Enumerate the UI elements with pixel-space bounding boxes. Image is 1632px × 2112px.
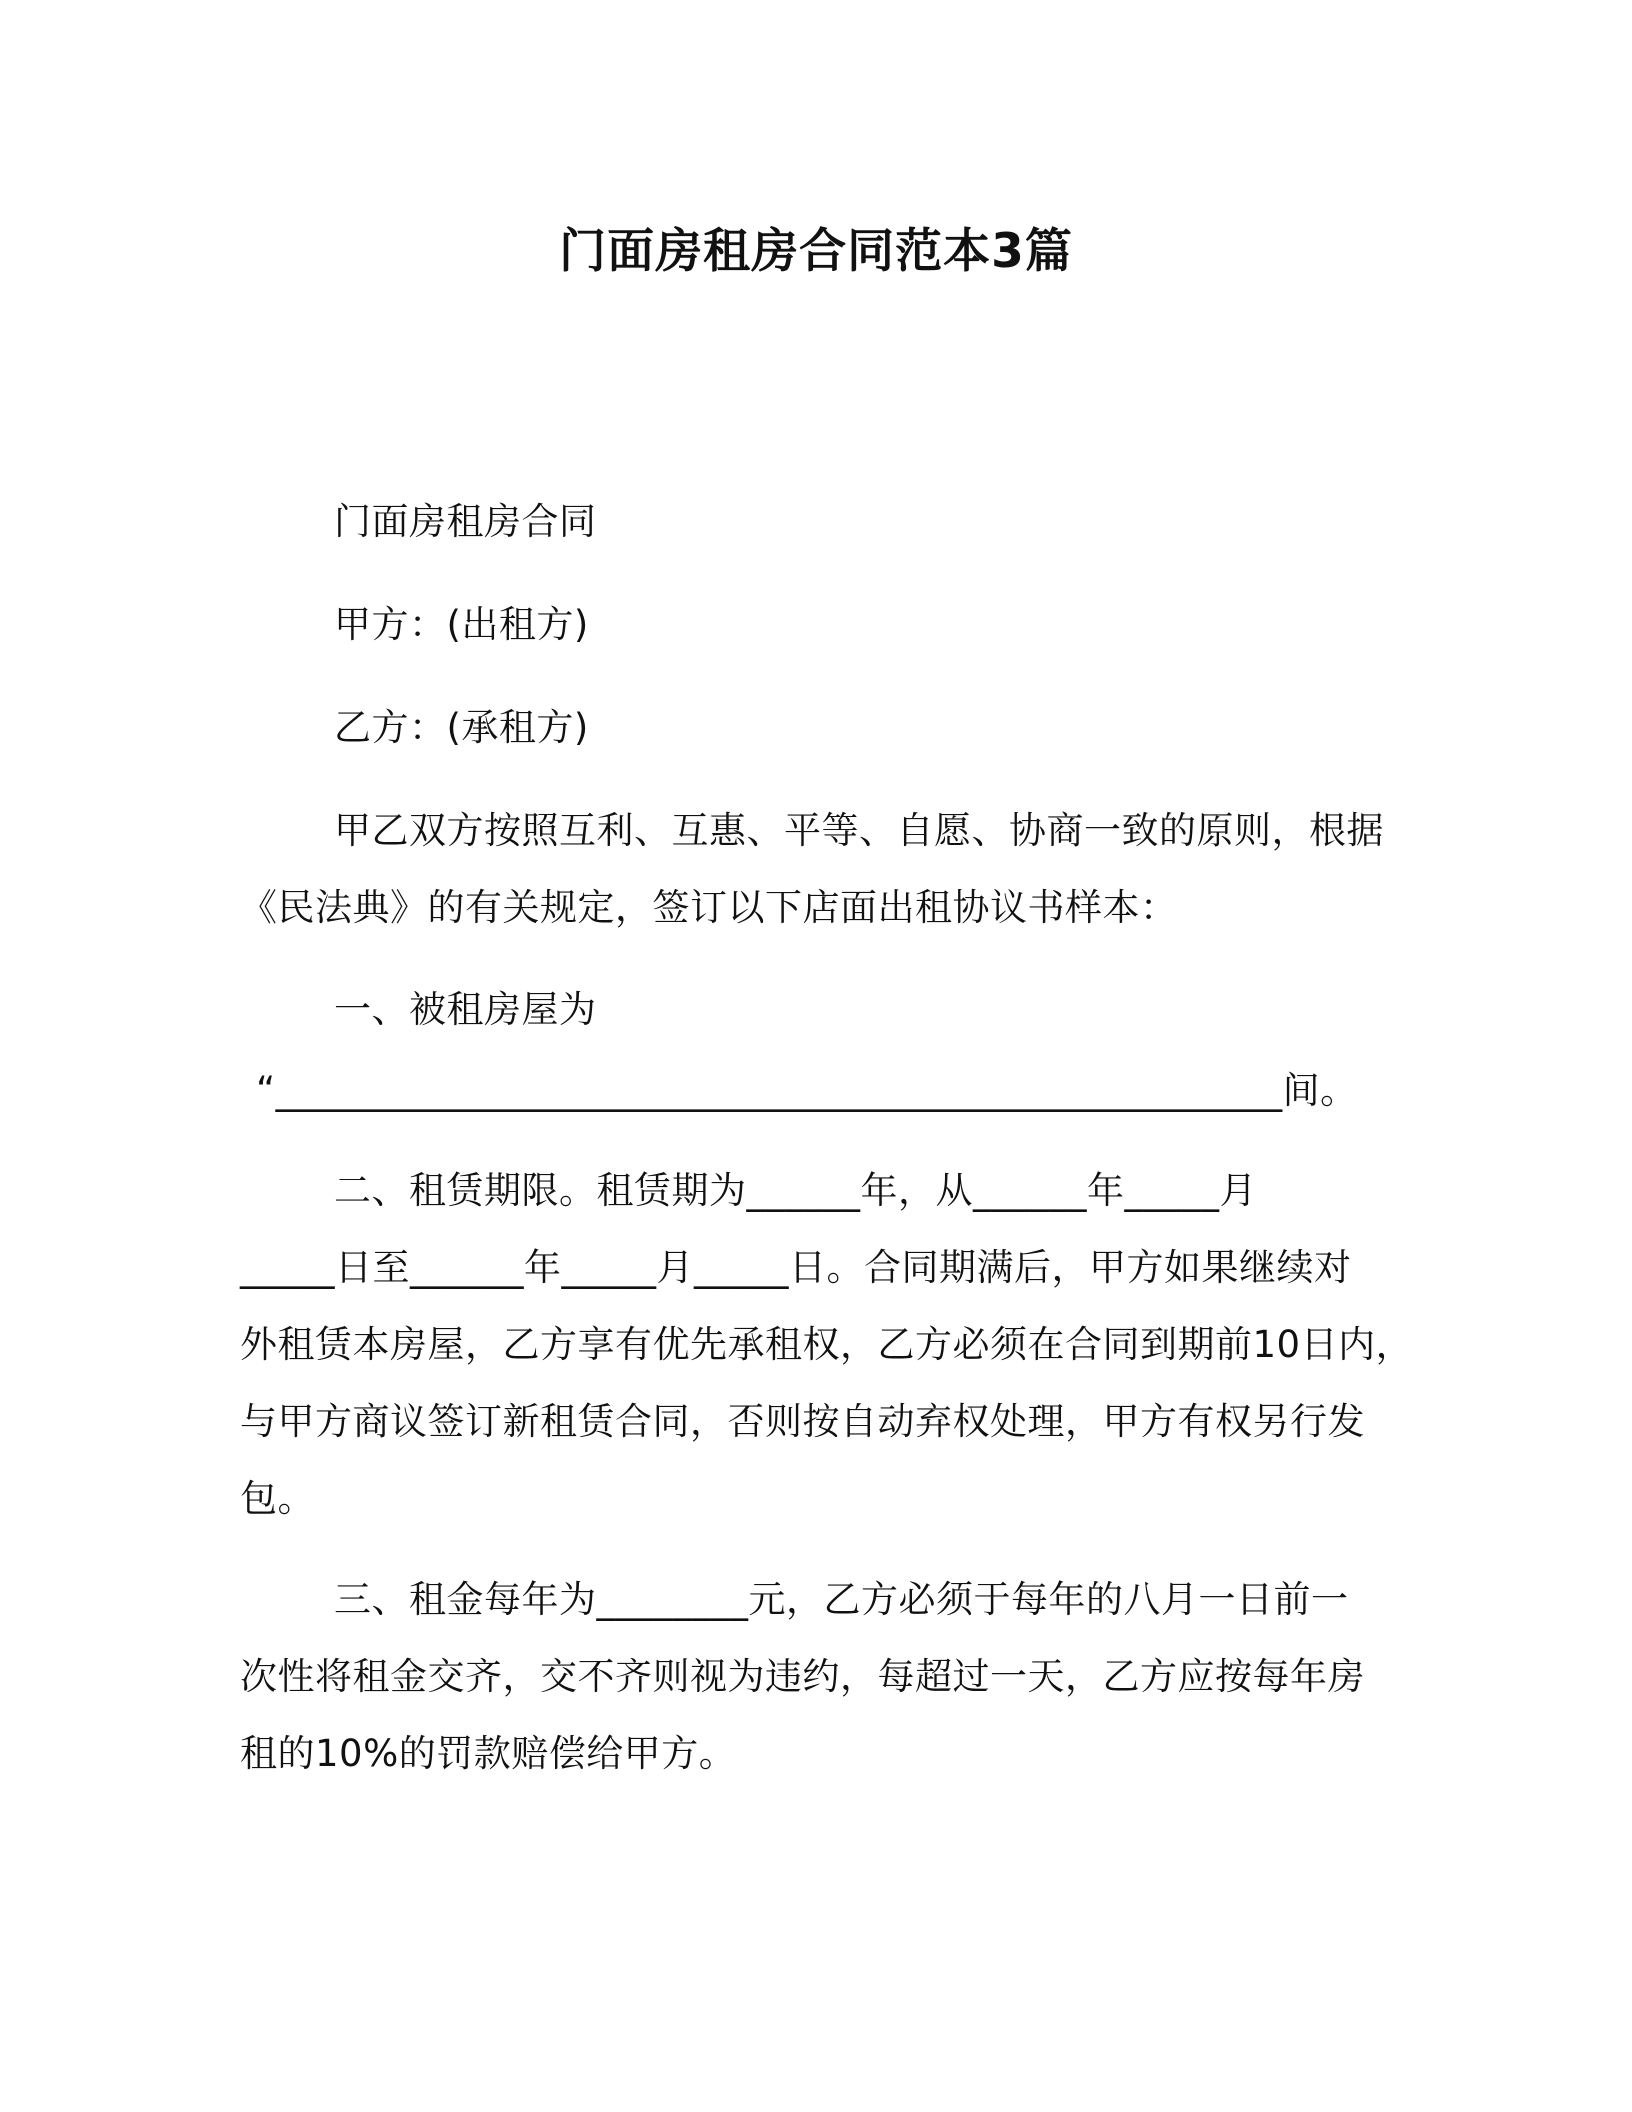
clause-2-line-3: 外租赁本房屋，乙方享有优先承租权，乙方必须在合同到期前10日内， — [240, 1323, 1414, 1366]
document-title: 门面房租房合同范本3篇 — [559, 224, 1073, 279]
clause-3-line-3: 租的10%的罚款赔偿给甲方。 — [240, 1732, 737, 1775]
clause-2-line-5: 包。 — [240, 1477, 315, 1520]
clause-3-line-1: 三、租金每年为________元，乙方必须于每年的八月一日前一 — [334, 1578, 1349, 1621]
clause-2-line-1: 二、租赁期限。租赁期为______年，从______年_____月 — [334, 1169, 1257, 1212]
clause-2-line-4: 与甲方商议签订新租赁合同，否则按自动弃权处理，甲方有权另行发 — [240, 1400, 1365, 1443]
clause-2-line-2: _____日至______年_____月_____日。合同期满后，甲方如果继续对 — [240, 1246, 1352, 1289]
preamble-line-1: 甲乙双方按照互利、互惠、平等、自愿、协商一致的原则，根据 — [334, 809, 1384, 852]
preamble-line-2: 《民法典》的有关规定，签订以下店面出租协议书样本： — [240, 886, 1178, 929]
party-b-line: 乙方：(承租方) — [334, 706, 589, 749]
party-a-line: 甲方：(出租方) — [334, 603, 589, 646]
clause-1-line-1: 一、被租房屋为 — [334, 988, 597, 1031]
clause-3-line-2: 次性将租金交齐，交不齐则视为违约，每超过一天，乙方应按每年房 — [240, 1655, 1365, 1698]
contract-heading: 门面房租房合同 — [334, 500, 597, 543]
clause-1-line-2: “_____________________________________________________间。 — [256, 1069, 1358, 1112]
